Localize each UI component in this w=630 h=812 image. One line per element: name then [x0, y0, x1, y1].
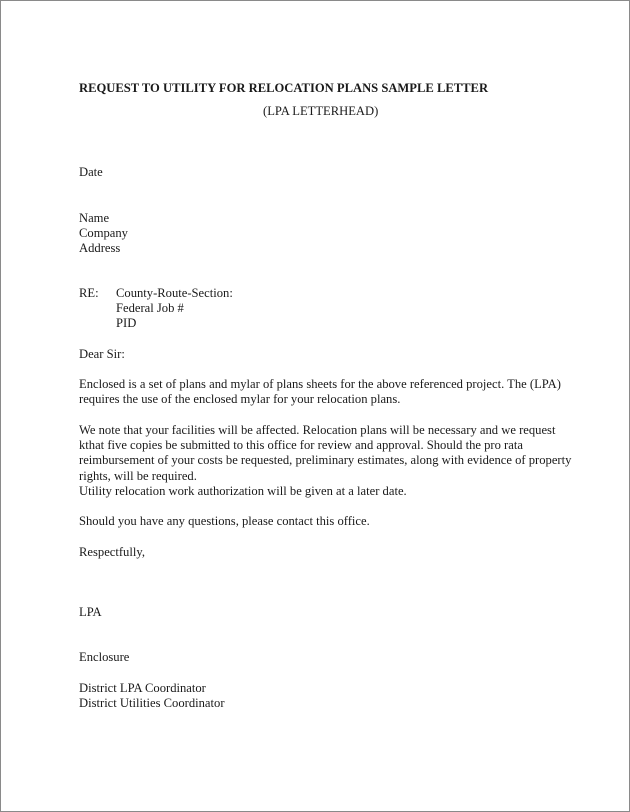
cc-district-lpa-coordinator: District LPA Coordinator	[79, 681, 206, 695]
signature: LPA	[79, 605, 102, 619]
re-pid: PID	[116, 316, 137, 330]
letterhead-placeholder: (LPA LETTERHEAD)	[263, 104, 379, 118]
paragraph-authorization: Utility relocation work authorization will be given at a later date.	[79, 484, 407, 498]
re-label: RE:	[79, 286, 99, 300]
paragraph-questions: Should you have any questions, please contact this office.	[79, 514, 370, 528]
re-county-route-section: County-Route-Section:	[116, 286, 233, 300]
salutation: Dear Sir:	[79, 347, 125, 361]
re-federal-job: Federal Job #	[116, 301, 184, 315]
paragraph-enclosed-plans: Enclosed is a set of plans and mylar of plans sheets for the above referenced project. The (LPA) requires the use of the enclosed mylar for your relocation plans.	[79, 377, 561, 407]
recipient-name: Name	[79, 211, 110, 225]
cc-district-utilities-coordinator: District Utilities Coordinator	[79, 696, 225, 710]
recipient-company: Company	[79, 226, 128, 240]
paragraph-facilities-affected: We note that your facilities will be affected. Relocation plans will be necessary and we request kthat five copies be submitted to this office for review and approval. Should the pro rata reimbursement of your costs be requested, preliminary estimates, along with evidence of property rights, will be required.	[79, 423, 572, 483]
recipient-address: Address	[79, 241, 121, 255]
closing: Respectfully,	[79, 545, 145, 559]
enclosure-note: Enclosure	[79, 650, 130, 664]
date-label: Date	[79, 165, 103, 179]
letter-title: REQUEST TO UTILITY FOR RELOCATION PLANS SAMPLE LETTER	[79, 81, 489, 95]
